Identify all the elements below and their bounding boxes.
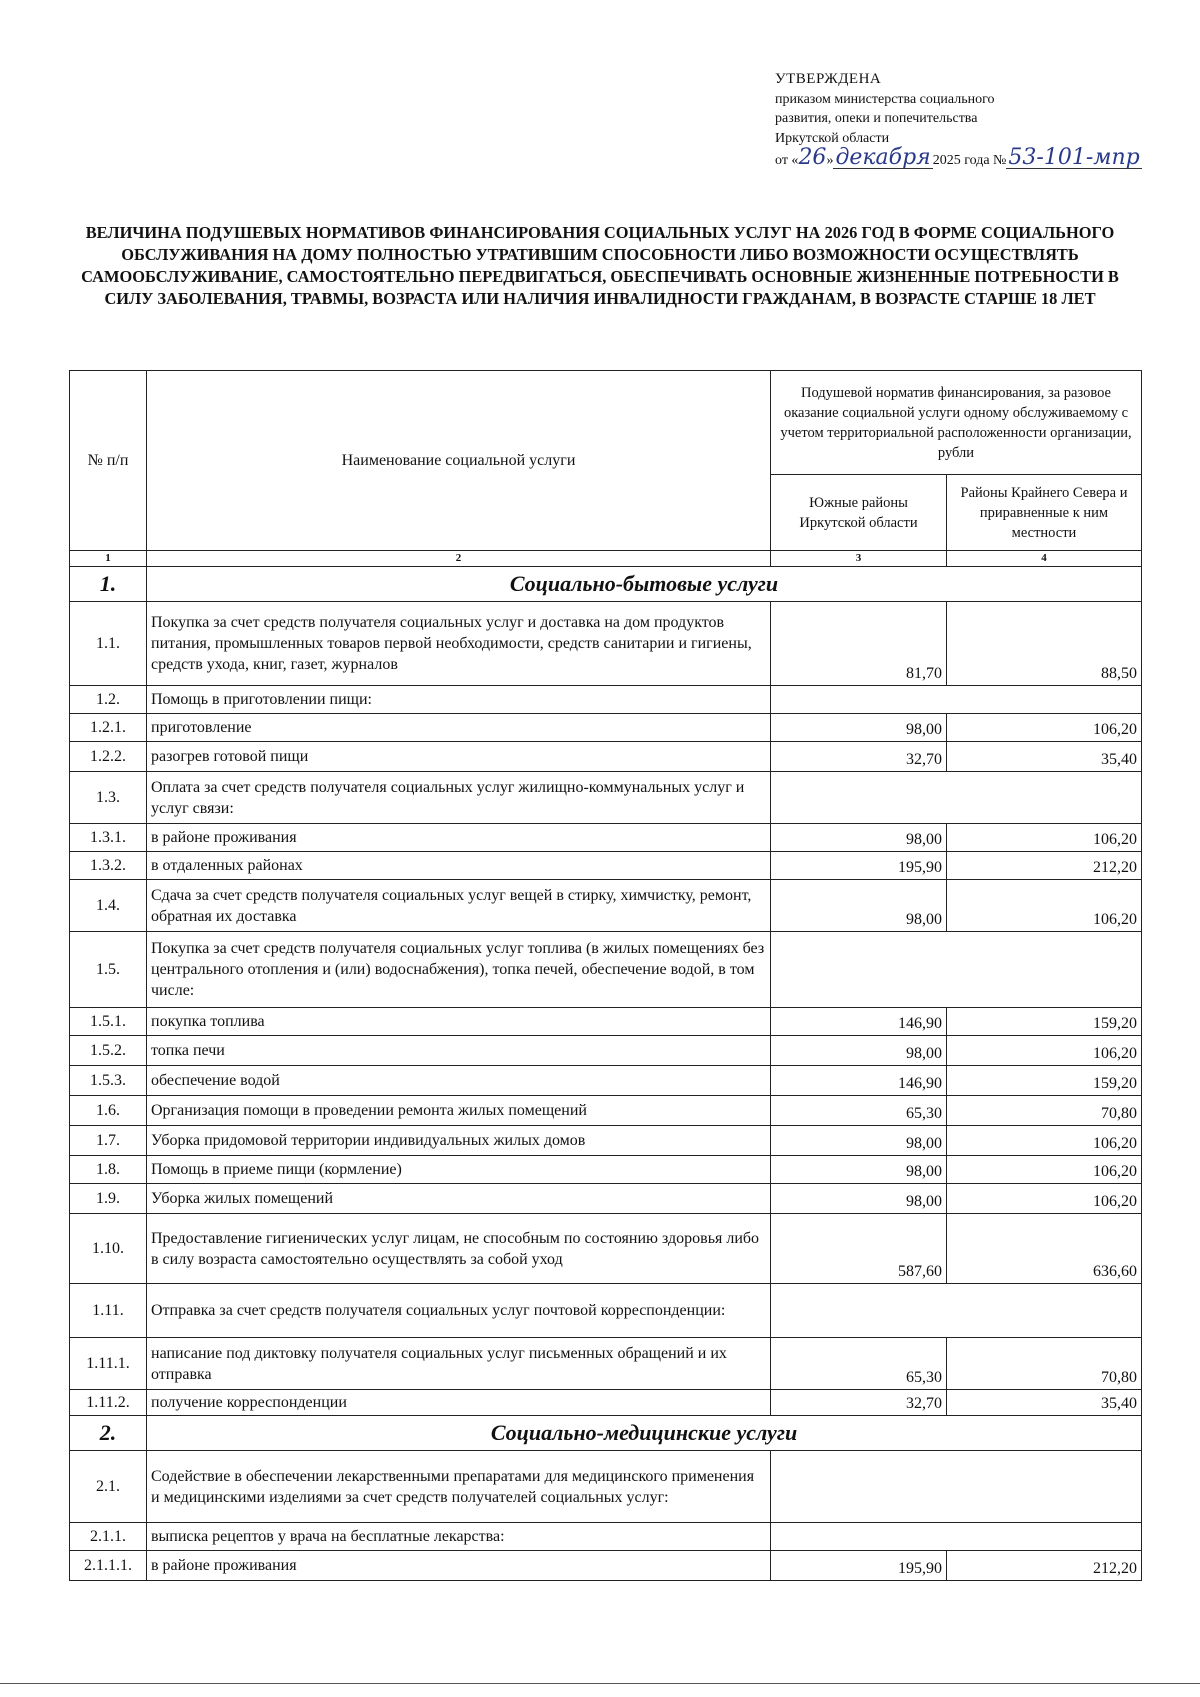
table-row xyxy=(70,1284,1142,1338)
handwritten-day: 26 xyxy=(798,145,827,170)
value-north: 636,60 xyxy=(947,1214,1142,1284)
header-name: Наименование социальной услуги xyxy=(147,371,771,551)
section-number: 1. xyxy=(70,567,147,602)
approval-line: развития, опеки и попечительства xyxy=(775,111,978,126)
row-number: 1.4. xyxy=(70,880,147,932)
service-name: Оплата за счет средств получателя социальных услуг жилищно-коммунальных услуг и услуг связи: xyxy=(147,772,771,824)
row-number: 1.2. xyxy=(70,686,147,714)
value-south: 98,00 xyxy=(771,1156,947,1184)
row-number: 2.1. xyxy=(70,1451,147,1523)
table-row xyxy=(70,1390,1142,1416)
service-name: Покупка за счет средств получателя социальных услуг и доставка на дом продуктов питания, промышленных товаров первой необходимости, средств санитарии и гигиены, средств ухода, книг, газет, журналов xyxy=(147,602,771,686)
service-name: написание под диктовку получателя социальных услуг письменных обращений и их отправка xyxy=(147,1338,771,1390)
value-south: 98,00 xyxy=(771,880,947,932)
value-north: 35,40 xyxy=(947,742,1142,772)
table-row xyxy=(70,852,1142,880)
header-num: № п/п xyxy=(70,371,147,551)
table-row xyxy=(70,1184,1142,1214)
row-number: 1.3. xyxy=(70,772,147,824)
value-north: 106,20 xyxy=(947,824,1142,852)
approval-block xyxy=(775,70,1175,171)
value-north: 88,50 xyxy=(947,602,1142,686)
value-north: 106,20 xyxy=(947,1184,1142,1214)
table-row xyxy=(70,1156,1142,1184)
value-north: 159,20 xyxy=(947,1066,1142,1096)
table-row xyxy=(70,686,1142,714)
value-north: 159,20 xyxy=(947,1008,1142,1036)
value-south: 98,00 xyxy=(771,1126,947,1156)
value-south: 98,00 xyxy=(771,1184,947,1214)
table-row xyxy=(70,742,1142,772)
approval-stamp: УТВЕРЖДЕНА xyxy=(775,71,882,87)
service-name: Уборка придомовой территории индивидуальных жилых домов xyxy=(147,1126,771,1156)
column-index-row xyxy=(70,551,1142,567)
row-number: 1.11. xyxy=(70,1284,147,1338)
header-row xyxy=(70,371,1142,475)
empty-value-cell xyxy=(771,1523,1142,1551)
value-north: 35,40 xyxy=(947,1390,1142,1416)
value-south: 146,90 xyxy=(771,1066,947,1096)
row-number: 1.2.1. xyxy=(70,714,147,742)
approval-line: приказом министерства социального xyxy=(775,91,995,107)
value-north: 106,20 xyxy=(947,1126,1142,1156)
value-south: 65,30 xyxy=(771,1096,947,1126)
row-number: 1.8. xyxy=(70,1156,147,1184)
document-title: ВЕЛИЧИНА ПОДУШЕВЫХ НОРМАТИВОВ ФИНАНСИРОВАНИЯ СОЦИАЛЬНЫХ УСЛУГ НА 2026 ГОД В ФОРМЕ СОЦИАЛЬНОГО ОБСЛУЖИВАНИЯ НА ДОМУ ПОЛНОСТЬЮ УТРАТИВШИМ СПОСОБНОСТИ ЛИБО ВОЗМОЖНОСТИ ОСУЩЕСТВЛЯТЬ САМООБСЛУЖИВАНИЕ, САМОСТОЯТЕЛЬНО ПЕРЕДВИГАТЬСЯ, ОБЕСПЕЧИВАТЬ ОСНОВНЫЕ ЖИЗНЕННЫЕ ПОТРЕБНОСТИ В СИЛУ ЗАБОЛЕВАНИЯ, ТРАВМЫ, ВОЗРАСТА ИЛИ НАЛИЧИЯ ИНВАЛИДНОСТИ ГРАЖДАНАМ, В ВОЗРАСТЕ СТАРШЕ 18 ЛЕТ xyxy=(81,223,1119,308)
table-row xyxy=(70,880,1142,932)
value-north: 106,20 xyxy=(947,1036,1142,1066)
service-name: покупка топлива xyxy=(147,1008,771,1036)
header-norm: Подушевой норматив финансирования, за разовое оказание социальной услуги одному обслуживаемому с учетом территориальной расположенности организации, рубли xyxy=(771,371,1142,475)
service-name: в районе проживания xyxy=(147,824,771,852)
header-south: Южные районы Иркутской области xyxy=(771,475,947,551)
service-name: Помощь в приготовлении пищи: xyxy=(147,686,771,714)
empty-value-cell xyxy=(771,1284,1142,1338)
header-north: Районы Крайнего Севера и приравненные к ним местности xyxy=(947,475,1142,551)
table-header xyxy=(70,371,1142,567)
row-number: 2.1.1. xyxy=(70,1523,147,1551)
value-south: 98,00 xyxy=(771,824,947,852)
row-number: 1.6. xyxy=(70,1096,147,1126)
service-name: Отправка за счет средств получателя социальных услуг почтовой корреспонденции: xyxy=(147,1284,771,1338)
row-number: 1.3.2. xyxy=(70,852,147,880)
section-title: Социально-медицинские услуги xyxy=(147,1416,1142,1451)
empty-value-cell xyxy=(771,932,1142,1008)
service-name: в отдаленных районах xyxy=(147,852,771,880)
value-north: 70,80 xyxy=(947,1338,1142,1390)
column-index: 1 xyxy=(70,551,147,567)
column-index: 3 xyxy=(771,551,947,567)
service-name: Уборка жилых помещений xyxy=(147,1184,771,1214)
row-number: 1.11.1. xyxy=(70,1338,147,1390)
value-south: 98,00 xyxy=(771,1036,947,1066)
norms-table xyxy=(69,370,1142,1581)
value-south: 32,70 xyxy=(771,742,947,772)
section-title: Социально-бытовые услуги xyxy=(147,567,1142,602)
table-row xyxy=(70,1008,1142,1036)
table-row xyxy=(70,1451,1142,1523)
column-index: 4 xyxy=(947,551,1142,567)
service-name: обеспечение водой xyxy=(147,1066,771,1096)
row-number: 1.1. xyxy=(70,602,147,686)
service-name: Покупка за счет средств получателя социальных услуг топлива (в жилых помещениях без центрального отопления и (или) водоснабжения), топка печей, обеспечение водой, в том числе: xyxy=(147,932,771,1008)
row-number: 1.5.2. xyxy=(70,1036,147,1066)
year-text: 2025 года № xyxy=(932,153,1007,168)
value-north: 70,80 xyxy=(947,1096,1142,1126)
value-north: 106,20 xyxy=(947,1156,1142,1184)
service-name: Организация помощи в проведении ремонта жилых помещений xyxy=(147,1096,771,1126)
value-south: 98,00 xyxy=(771,714,947,742)
section-row xyxy=(70,567,1142,602)
table-row xyxy=(70,932,1142,1008)
row-number: 1.5. xyxy=(70,932,147,1008)
value-south: 32,70 xyxy=(771,1390,947,1416)
approval-date-line xyxy=(775,145,1175,171)
page-bottom-line xyxy=(0,1683,1200,1684)
table-row xyxy=(70,772,1142,824)
approval-line: Иркутской области xyxy=(775,130,890,146)
service-name: Предоставление гигиенических услуг лицам, не способным по состоянию здоровья либо в силу возраста самостоятельно осуществлять за собой уход xyxy=(147,1214,771,1284)
table-row xyxy=(70,1214,1142,1284)
value-north: 106,20 xyxy=(947,880,1142,932)
row-number: 1.7. xyxy=(70,1126,147,1156)
value-north: 106,20 xyxy=(947,714,1142,742)
date-quote-close: » xyxy=(826,153,834,168)
table-row xyxy=(70,1523,1142,1551)
date-prefix: от « xyxy=(775,153,799,168)
row-number: 1.5.1. xyxy=(70,1008,147,1036)
table-row xyxy=(70,602,1142,686)
value-south: 65,30 xyxy=(771,1338,947,1390)
empty-value-cell xyxy=(771,1451,1142,1523)
row-number: 2.1.1.1. xyxy=(70,1551,147,1581)
service-name: топка печи xyxy=(147,1036,771,1066)
handwritten-month: декабря xyxy=(835,145,931,170)
empty-value-cell xyxy=(771,772,1142,824)
value-south: 81,70 xyxy=(771,602,947,686)
empty-value-cell xyxy=(771,686,1142,714)
service-name: получение корреспонденции xyxy=(147,1390,771,1416)
service-name: Сдача за счет средств получателя социальных услуг вещей в стирку, химчистку, ремонт, обратная их доставка xyxy=(147,880,771,932)
row-number: 1.9. xyxy=(70,1184,147,1214)
table-body xyxy=(70,567,1142,1581)
table-row xyxy=(70,1338,1142,1390)
table-row xyxy=(70,1126,1142,1156)
row-number: 1.3.1. xyxy=(70,824,147,852)
service-name: приготовление xyxy=(147,714,771,742)
service-name: в районе проживания xyxy=(147,1551,771,1581)
value-south: 195,90 xyxy=(771,1551,947,1581)
table-row xyxy=(70,1096,1142,1126)
row-number: 1.5.3. xyxy=(70,1066,147,1096)
handwritten-order-number: 53-101-мпр xyxy=(1008,145,1140,170)
row-number: 1.10. xyxy=(70,1214,147,1284)
value-south: 587,60 xyxy=(771,1214,947,1284)
row-number: 1.11.2. xyxy=(70,1390,147,1416)
service-name: Помощь в приеме пищи (кормление) xyxy=(147,1156,771,1184)
row-number: 1.2.2. xyxy=(70,742,147,772)
service-name: выписка рецептов у врача на бесплатные лекарства: xyxy=(147,1523,771,1551)
value-north: 212,20 xyxy=(947,1551,1142,1581)
section-number: 2. xyxy=(70,1416,147,1451)
value-south: 146,90 xyxy=(771,1008,947,1036)
value-north: 212,20 xyxy=(947,852,1142,880)
table-row xyxy=(70,824,1142,852)
table-row xyxy=(70,1551,1142,1581)
service-name: Содействие в обеспечении лекарственными препаратами для медицинского применения и медицинскими изделиями за счет средств получателей социальных услуг: xyxy=(147,1451,771,1523)
column-index: 2 xyxy=(147,551,771,567)
table-row xyxy=(70,714,1142,742)
section-row xyxy=(70,1416,1142,1451)
value-south: 195,90 xyxy=(771,852,947,880)
table-row xyxy=(70,1036,1142,1066)
service-name: разогрев готовой пищи xyxy=(147,742,771,772)
table-row xyxy=(70,1066,1142,1096)
